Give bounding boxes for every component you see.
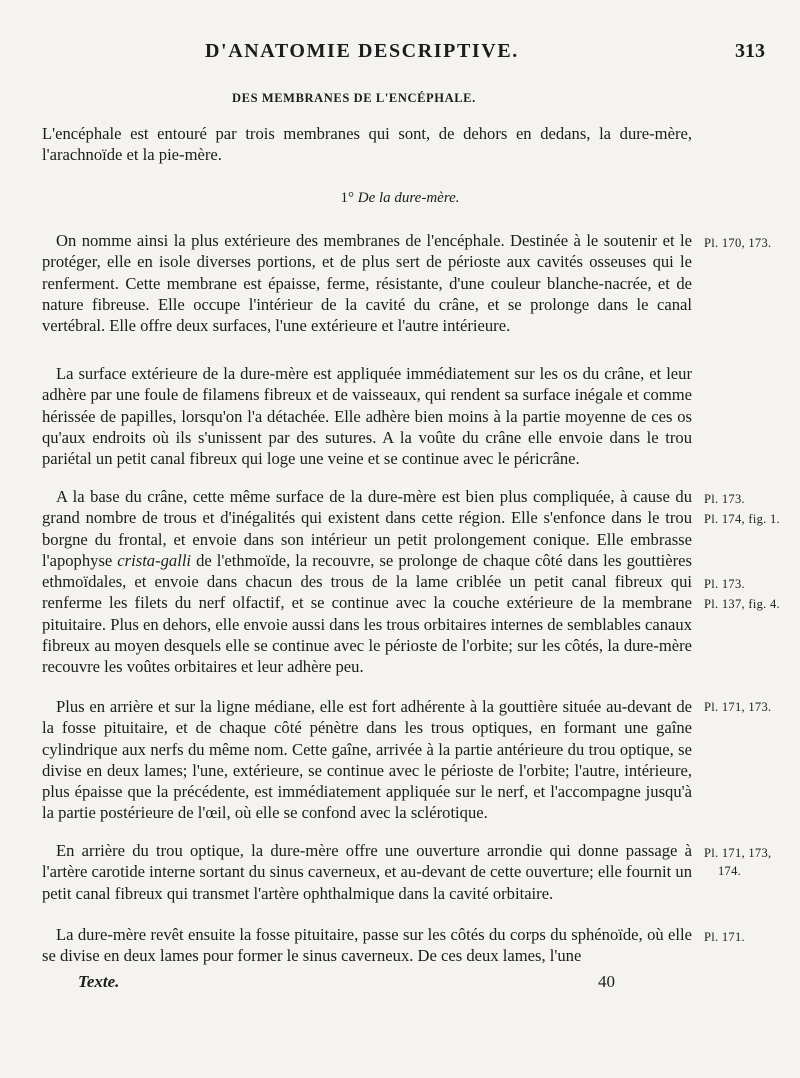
italic-term: crista-galli	[117, 550, 192, 570]
section-heading: DES MEMBRANES DE L'ENCÉPHALE.	[232, 91, 476, 105]
intro-paragraph-block	[42, 123, 692, 166]
paragraph-6: La dure-mère revêt ensuite la fosse pituitaire, passe sur les côtés du corps du sphénoïde, où elle se divise en deux lames pour former le sinus caverneux. De ces deux lames, l'une	[42, 925, 692, 966]
paragraph-block	[42, 696, 692, 824]
subheading-title: De la dure-mère.	[357, 190, 460, 206]
margin-note: 174.	[718, 864, 742, 878]
paragraph-block	[42, 230, 692, 336]
paragraph-block	[42, 840, 692, 904]
paragraph-2: La surface extérieure de la dure-mère est appliquée immédiatement sur les os du crâne, et leur adhère par une foule de filamens fibreux et de vaisseaux, qui rendent sa surface inégale et comme hérissée de papilles, lorsqu'on l'a détachée. Elle adhère bien moins à la partie moyenne de ces os qu'aux endroits où ils s'unissent par des sutures. A la voûte du crâne elle envoie dans le trou pariétal un petit canal fibreux qui loge une veine et se continue avec le péricrâne.	[42, 364, 692, 469]
paragraph-4: Plus en arrière et sur la ligne médiane, elle est fort adhérente à la gouttière située au-devant de la fosse pituitaire, et de chaque côté pénètre dans les trous optiques, en formant une gaîne cylindrique aux nerfs du même nom. Cette gaîne, arrivée à la partie antérieure du trou optique, se divise en deux lames; l'une, extérieure, se continue avec le périoste de l'orbite; l'autre, intérieure, plus épaisse que la précédente, est immédiatement appliquée sur le nerf, et l'accompagne jusqu'à la partie postérieure de l'œil, où elle se confond avec la sclérotique.	[42, 697, 692, 823]
paragraph-3: A la base du crâne, cette même surface de la dure-mère est bien plus compliquée, à cause du grand nombre de trous et d'inégalités qui existent dans cette région. Elle s'enfonce dans le trou borgne du frontal, et envoie dans son intérieur un petit prolongement conique. Elle embrasse l'apophyse crista-galli de l'ethmoïde, la recouvre, se prolonge de chaque côté dans les gouttières ethmoïdales, et envoie dans chacun des trous de la lame criblée un petit canal fibreux qui renferme les filets du nerf olfactif, et se continue avec la couche extérieure de la membrane pituitaire. Plus en dehors, elle envoie aussi dans les trous orbitaires internes de semblables canaux fibreux au moyen desquels elle se continue avec le périoste de l'orbite; sur les côtés, la dure-mère recouvre les voûtes orbitaires et leur adhère peu.	[42, 487, 692, 677]
paragraph-5: En arrière du trou optique, la dure-mère offre une ouverture arrondie qui donne passage à l'artère carotide interne sortant du sinus caverneux, et au-devant de cette ouverture; elle fournit un petit canal fibreux qui transmet l'artère ophthalmique dans la cavité orbitaire.	[42, 841, 692, 903]
margin-note: Pl. 170, 173.	[704, 236, 772, 250]
margin-note: Pl. 173.	[704, 492, 745, 506]
margin-note: Pl. 171.	[704, 930, 745, 944]
margin-note: Pl. 137, fig. 4.	[704, 597, 780, 611]
margin-note: Pl. 173.	[704, 577, 745, 591]
paragraph-block	[42, 363, 692, 469]
paragraph-1: On nomme ainsi la plus extérieure des membranes de l'encéphale. Destinée à le soutenir et le protéger, elle en isole diverses portions, et de plus sert de périoste aux cavités osseuses qui le renferment. Cette membrane est épaisse, ferme, résistante, d'une couleur blanche-nacrée, et de nature fibreuse. Elle occupe l'intérieur de la cavité du crâne, et se prolonge dans le canal vertébral. Elle offre deux surfaces, l'une extérieure et l'autre intérieure.	[42, 231, 692, 336]
intro-paragraph: L'encéphale est entouré par trois membranes qui sont, de dehors en dedans, la dure-mère, l'arachnoïde et la pie-mère.	[42, 124, 692, 165]
subheading	[0, 190, 800, 207]
margin-note: Pl. 171, 173.	[704, 700, 772, 714]
subheading-number: 1°	[340, 190, 354, 206]
running-title: D'ANATOMIE DESCRIPTIVE.	[205, 40, 519, 62]
footer-label: Texte.	[78, 972, 120, 991]
running-head	[0, 40, 800, 68]
paragraph-block	[42, 486, 692, 678]
margin-note: Pl. 174, fig. 1.	[704, 512, 780, 526]
paragraph-block	[42, 924, 692, 967]
margin-note: Pl. 171, 173,	[704, 846, 772, 860]
signature-mark: 40	[598, 972, 615, 991]
page-number: 313	[735, 40, 765, 62]
